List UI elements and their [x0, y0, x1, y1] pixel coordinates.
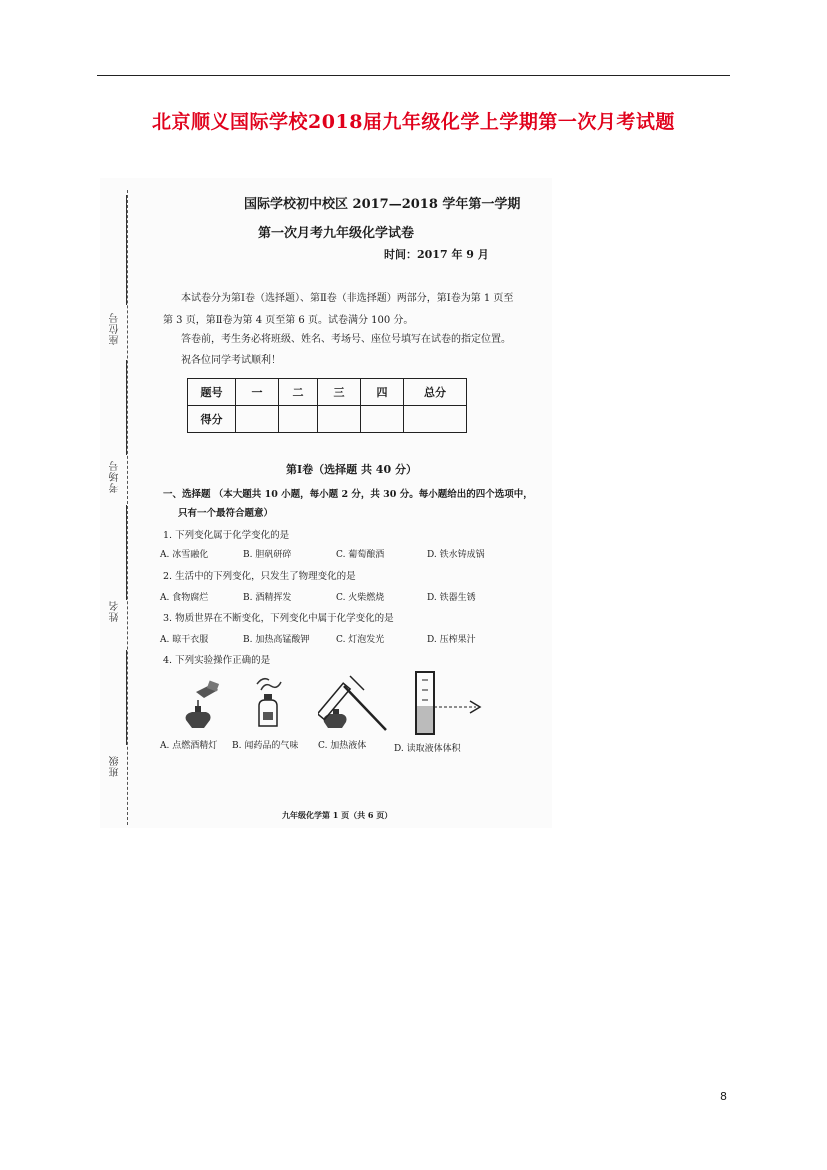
score-table-header-row: [188, 379, 467, 406]
scan-footer: 九年级化学第 1 页（共 6 页）: [282, 810, 393, 820]
score-table: [187, 378, 467, 433]
option: A. 食物腐烂: [160, 593, 209, 603]
table-cell: 题号: [188, 379, 236, 406]
option: C. 加热液体: [318, 741, 367, 751]
table-cell: 得分: [188, 406, 236, 433]
option: D. 铁水铸成锅: [427, 550, 485, 560]
alcohol-lamp-figure: [178, 680, 222, 730]
option: A. 晾干衣服: [160, 635, 209, 645]
option: D. 压榨果汁: [427, 635, 476, 645]
header-rule: [97, 75, 730, 76]
question-1: 1. 下列变化属于化学变化的是: [163, 530, 290, 541]
exam-time: 时间：2017 年 9 月: [384, 248, 489, 261]
binding-label-name: 姓名: [110, 600, 121, 622]
option: B. 闻药品的气味: [232, 741, 299, 751]
binding-dashed-line: [127, 190, 128, 825]
option: D. 读取液体体积: [394, 744, 461, 754]
intro-line: 第 3 页，第Ⅱ卷为第 4 页至第 6 页。试卷满分 100 分。: [163, 315, 414, 326]
binding-seg: [126, 195, 127, 305]
intro-line: 祝各位同学考试顺利！: [181, 355, 281, 366]
score-cell: [404, 406, 467, 433]
intro-line: 本试卷分为第Ⅰ卷（选择题）、第Ⅱ卷（非选择题）两部分，第Ⅰ卷为第 1 页至: [181, 293, 514, 304]
question-4: 4. 下列实验操作正确的是: [163, 655, 271, 666]
table-cell: 二: [279, 379, 318, 406]
option: A. 点燃酒精灯: [160, 741, 218, 751]
document-title: 北京顺义国际学校2018届九年级化学上学期第一次月考试题: [152, 111, 675, 133]
smelling-figure: [245, 674, 287, 730]
option: B. 加热高锰酸钾: [243, 635, 310, 645]
section-title: 第Ⅰ卷（选择题 共 40 分）: [286, 463, 417, 476]
option: C. 葡萄酿酒: [336, 550, 385, 560]
score-cell: [318, 406, 361, 433]
heating-figure: [318, 668, 390, 732]
binding-label-seat: 座位号: [110, 312, 121, 345]
binding-seg: [126, 360, 127, 455]
section-instruction: 一、选择题 （本大题共 10 小题，每小题 2 分，共 30 分。每小题给出的四个选项中，: [163, 489, 533, 500]
question-2: 2. 生活中的下列变化，只发生了物理变化的是: [163, 571, 356, 582]
table-cell: 三: [318, 379, 361, 406]
binding-label-room: 考场号: [110, 460, 121, 493]
option: C. 灯泡发光: [336, 635, 385, 645]
score-cell: [236, 406, 279, 433]
table-cell: 四: [361, 379, 404, 406]
score-cell: [279, 406, 318, 433]
page-number: 8: [720, 1090, 727, 1103]
option: D. 铁器生锈: [427, 593, 476, 603]
exam-header-line1: 国际学校初中校区 2017—2018 学年第一学期: [244, 197, 521, 212]
option: B. 酒精挥发: [243, 593, 292, 603]
binding-label-class: 班级: [110, 755, 121, 777]
binding-seg: [126, 650, 127, 745]
option: A. 冰雪融化: [160, 550, 209, 560]
exam-header-line2: 第一次月考九年级化学试卷: [258, 226, 415, 241]
question-3: 3. 物质世界在不断变化，下列变化中属于化学变化的是: [163, 613, 394, 624]
binding-seg: [126, 505, 127, 600]
score-table-row: [188, 406, 467, 433]
table-cell: 总分: [404, 379, 467, 406]
graduated-cylinder-figure: [408, 668, 488, 736]
score-cell: [361, 406, 404, 433]
intro-line: 答卷前，考生务必将班级、姓名、考场号、座位号填写在试卷的指定位置。: [181, 334, 511, 345]
section-instruction: 只有一个最符合题意）: [178, 508, 274, 519]
option: B. 胆矾研碎: [243, 550, 292, 560]
table-cell: 一: [236, 379, 279, 406]
option: C. 火柴燃烧: [336, 593, 385, 603]
